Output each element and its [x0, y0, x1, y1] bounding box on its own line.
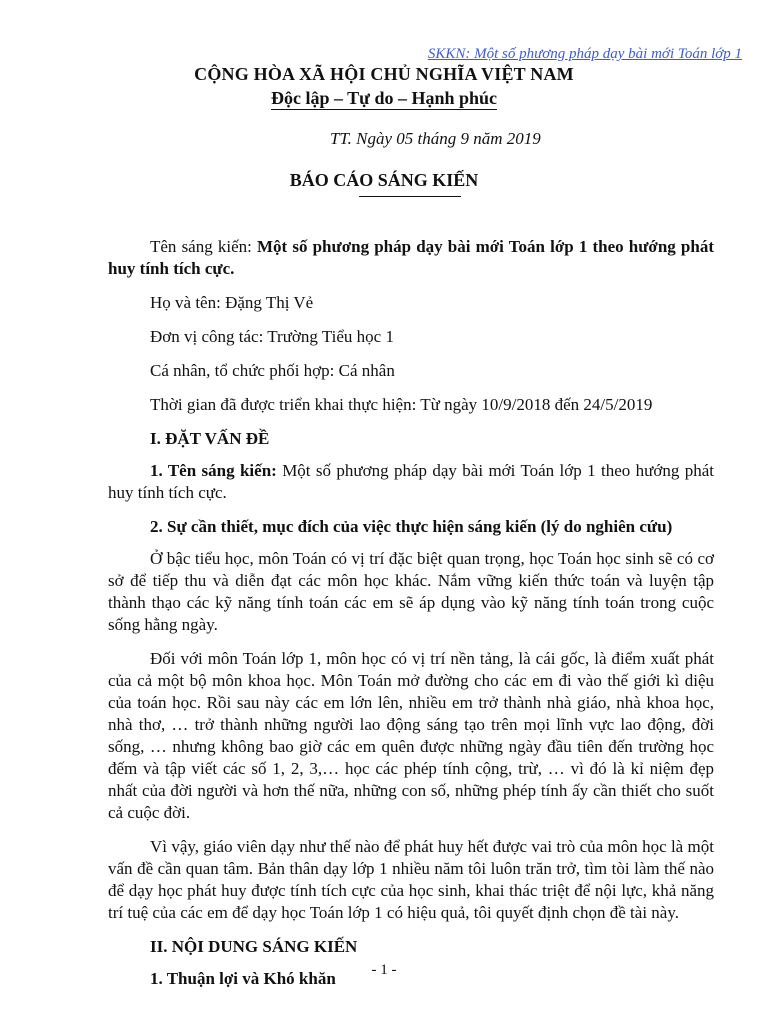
initiative-value: Một số phương pháp dạy bài mới Toán lớp 1 theo hướng phát huy tính tích cực. — [108, 237, 714, 278]
paragraph-2: Đối với môn Toán lớp 1, môn học có vị trí nền tảng, là cái gốc, là điểm xuất phát của cả một bộ môn khoa học. Môn Toán mở đường cho các em đi vào thế giới kì diệu của toán học. Rồi sau này các em lớn lên, nhiều em trở thành nhà giáo, nhà khoa học, nhà thơ, … trở thành những người lao động sáng tạo trên mọi lĩnh vực lao động, đời sống, … nhưng không bao giờ các em quên được những ngày đầu tiên đến trường học đếm và tập viết các số 1, 2, 3,… học các phép tính cộng, trừ, … vì đó là kỉ niệm đẹp nhất của đời người và hơn thế nữa, những con số, những phép tính ấy cần thiết cho suốt cả cuộc đời. — [108, 649, 714, 822]
section-1-heading: I. ĐẶT VẤN ĐỀ — [150, 429, 270, 448]
title-underline — [359, 196, 461, 197]
page-number: - 1 - — [371, 962, 397, 978]
report-title: BÁO CÁO SÁNG KIẾN — [289, 170, 479, 190]
initiative-label: Tên sáng kiến: — [150, 237, 257, 256]
section-1-item-2-heading: 2. Sự cần thiết, mục đích của việc thực hiện sáng kiến (lý do nghiên cứu) — [150, 517, 673, 536]
unit-line: Đơn vị công tác: Trường Tiểu học 1 — [150, 327, 394, 346]
motto — [0, 88, 768, 109]
author-line — [108, 292, 714, 314]
nation-title: CỘNG HÒA XÃ HỘI CHỦ NGHĨA VIỆT NAM — [194, 64, 574, 84]
initiative-name-line — [108, 236, 714, 280]
paragraph-1: Ở bậc tiểu học, môn Toán có vị trí đặc biệt quan trọng, học Toán học sinh sẽ có cơ sở để tiếp thu và diễn đạt các môn học khác. Nắm vững kiến thức toán và luyện tập thành thạo các kỹ năng tính toán các em sẽ áp dụng vào kỹ năng tính toán trong cuộc sống hằng ngày. — [108, 549, 714, 634]
document-body — [108, 236, 714, 990]
item-1-label: 1. Tên sáng kiến: — [150, 461, 283, 480]
header-note: SKKN: Một số phương pháp dạy bài mới Toán lớp 1 — [427, 46, 742, 62]
section-1-item-1 — [108, 460, 714, 504]
document-date: TT. Ngày 05 tháng 9 năm 2019 — [330, 129, 541, 148]
item-1-value: Một số phương pháp dạy bài mới Toán lớp 1 theo hướng phát huy tính tích cực. — [108, 461, 714, 502]
motto-text: Độc lập – Tự do – Hạnh phúc — [270, 88, 498, 108]
author-label: Họ và tên: — [150, 293, 226, 312]
coop-line: Cá nhân, tổ chức phối hợp: Cá nhân — [150, 361, 395, 380]
section-2-heading: II. NỘI DUNG SÁNG KIẾN — [150, 937, 358, 956]
author-value: Đặng Thị Vẻ — [225, 293, 314, 312]
paragraph-3: Vì vậy, giáo viên dạy như thế nào để phát huy hết được vai trò của môn học là một vấn đề cần quan tâm. Bản thân dạy lớp 1 nhiều năm tôi luôn trăn trở, tìm tòi làm thế nào để dạy học phát huy được tính tích cực của học sinh, khai thác triệt để nội lực, khả năng trí tuệ của các em để dạy học Toán lớp 1 có hiệu quả, tôi quyết định chọn đề tài này. — [108, 837, 714, 922]
section-2-item-1-heading: 1. Thuận lợi và Khó khăn — [150, 969, 336, 988]
time-line: Thời gian đã được triển khai thực hiện: Từ ngày 10/9/2018 đến 24/5/2019 — [150, 395, 653, 414]
